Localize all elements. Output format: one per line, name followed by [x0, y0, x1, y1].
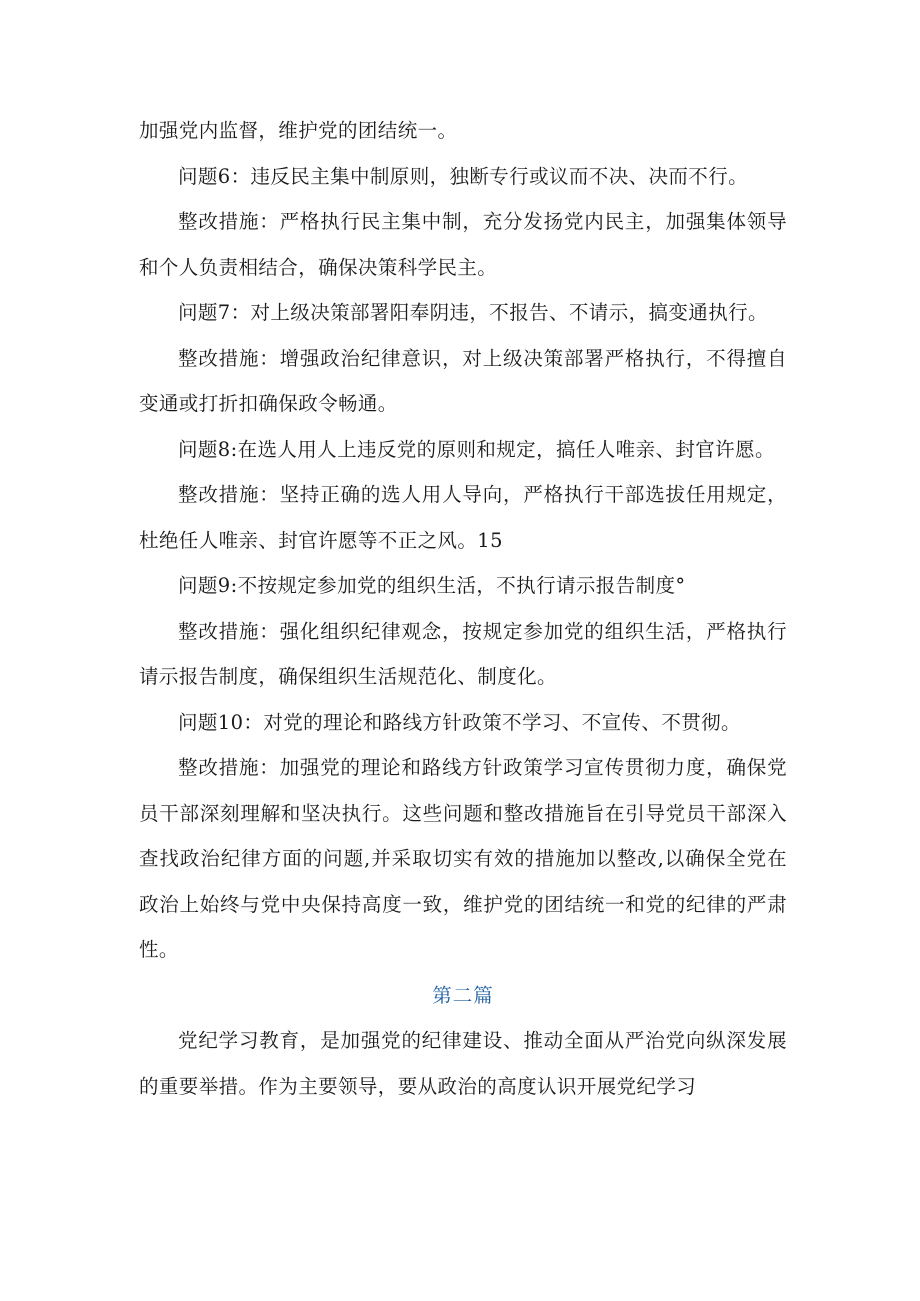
- paragraph-issue-7: 问题7：对上级决策部署阳奉阴违，不报告、不请示，搞变通执行。: [178, 301, 768, 324]
- paragraph-measure-8: 整改措施：坚持正确的选人用人导向，严格执行干部选拔任用规定，杜绝任人唯亲、封官许愿等不正之风。15: [139, 483, 787, 552]
- paragraph-section2-intro: 党纪学习教育，是加强党的纪律建设、推动全面从严治党向纵深发展的重要举措。作为主要领导，要从政治的高度认识开展党纪学习: [139, 1029, 787, 1098]
- paragraph-issue-10: 问题10：对党的理论和路线方针政策不学习、不宣传、不贯彻。: [178, 710, 741, 734]
- paragraph-issue-8: 问题8:在选人用人上违反党的原则和规定，搞任人唯亲、封官许愿。: [178, 437, 775, 461]
- paragraph-continuation: 加强党内监督，维护党的团结统一。: [139, 119, 458, 142]
- paragraph-measure-6: 整改措施：严格执行民主集中制，充分发扬党内民主，加强集体领导和个人负责相结合，确保决策科学民主。: [139, 210, 787, 279]
- paragraph-issue-9: 问题9:不按规定参加党的组织生活，不执行请示报告制度°: [178, 574, 686, 597]
- paragraph-issue-6: 问题6：违反民主集中制原则，独断专行或议而不决、决而不行。: [178, 164, 749, 188]
- paragraph-measure-10: 整改措施：加强党的理论和路线方针政策学习宣传贯彻力度，确保党员干部深刻理解和坚决执行。这些问题和整改措施旨在引导党员干部深入查找政治纪律方面的问题,并采取切实有效的措施加以整改,以确保全党在政治上始终与党中央保持高度一致，维护党的团结统一和党的纪律的严肃性。: [139, 756, 787, 961]
- section-title: 第二篇: [432, 983, 494, 1007]
- document-body: [139, 108, 787, 1109]
- paragraph-measure-9: 整改措施：强化组织纪律观念，按规定参加党的组织生活，严格执行请示报告制度，确保组织生活规范化、制度化。: [139, 619, 787, 688]
- paragraph-measure-7: 整改措施：增强政治纪律意识，对上级决策部署严格执行，不得擅自变通或打折扣确保政令畅通。: [139, 346, 787, 415]
